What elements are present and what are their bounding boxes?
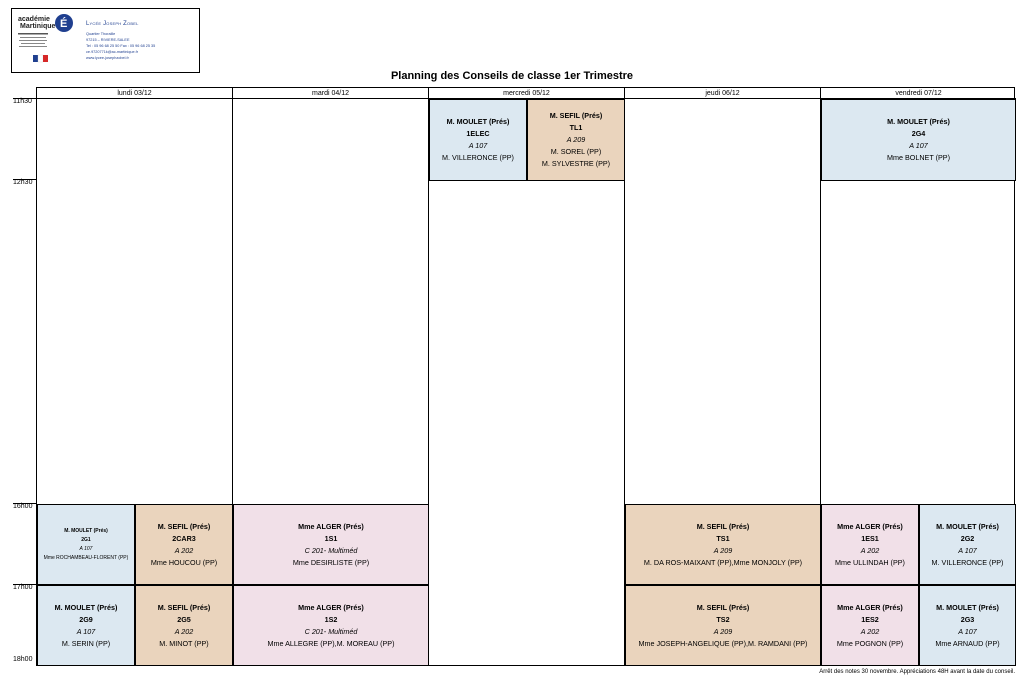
event-class: 1ES2 — [861, 614, 879, 624]
event-president: M. MOULET (Prés) — [446, 117, 510, 126]
event-pp: M. DA ROS-MAIXANT (PP),Mme MONJOLY (PP) — [643, 557, 803, 567]
event-pp: M. SOREL (PP) — [550, 147, 602, 156]
event-room: A 202 — [174, 626, 194, 636]
event-class: 2G1 — [81, 536, 91, 543]
event-pp: Mme ULLINDAH (PP) — [835, 557, 905, 567]
conseil-event[interactable] — [919, 504, 1016, 585]
time-tick — [13, 584, 36, 585]
event-president: M. SEFIL (Prés) — [696, 602, 750, 612]
conseil-event[interactable] — [625, 504, 821, 585]
event-president: M. MOULET (Prés) — [936, 602, 999, 612]
event-room: A 202 — [860, 545, 880, 555]
conseil-event[interactable] — [919, 585, 1016, 666]
event-pp: Mme ARNAUD (PP) — [935, 638, 1000, 648]
event-pp: Mme POGNON (PP) — [836, 638, 904, 648]
school-address-line: 97215 – RIVIERE-SALEE — [86, 38, 130, 42]
event-president: Mme ALGER (Prés) — [298, 602, 364, 612]
event-room: A 107 — [79, 545, 93, 552]
conseil-event[interactable] — [821, 99, 1016, 181]
conseil-event[interactable] — [625, 585, 821, 666]
event-room: A 202 — [860, 626, 880, 636]
event-president: M. MOULET (Prés) — [936, 521, 999, 531]
event-pp: Mme HOUCOU (PP) — [150, 557, 218, 567]
event-president: M. MOULET (Prés) — [54, 602, 118, 612]
event-class: 2G3 — [960, 614, 975, 624]
event-class: 2G5 — [177, 614, 191, 624]
event-class: 2G9 — [79, 614, 93, 624]
event-pp: Mme BOLNET (PP) — [887, 153, 950, 162]
time-label: 18h00 — [13, 656, 33, 663]
time-label: 16h00 — [13, 503, 33, 510]
event-president: M. SEFIL (Prés) — [157, 521, 211, 531]
page-title: Planning des Conseils de classe 1er Trimestre — [390, 70, 634, 82]
event-pp: Mme DESIRLISTE (PP) — [292, 557, 370, 567]
event-president: Mme ALGER (Prés) — [837, 602, 903, 612]
event-president: M. SEFIL (Prés) — [157, 602, 211, 612]
footnote: Arrêt des notes 30 novembre. Appréciations 48H avant la date du conseil. — [819, 669, 1015, 675]
event-pp: Mme ALLEGRE (PP),M. MOREAU (PP) — [267, 638, 395, 648]
event-pp: M. MINOT (PP) — [159, 638, 209, 648]
conseil-event[interactable] — [527, 99, 625, 181]
school-address-line: Quartier Thoraille — [86, 32, 116, 36]
event-room: A 107 — [958, 545, 977, 555]
day-header-monday: lundi 03/12 — [37, 88, 233, 99]
event-room: A 209 — [713, 545, 733, 555]
svg-text:Martinique: Martinique — [20, 23, 56, 30]
time-label: 12h30 — [13, 179, 33, 186]
event-class: TL1 — [569, 123, 583, 132]
school-name: Lycée Joseph Zobel — [86, 21, 139, 27]
conseil-event[interactable] — [821, 504, 919, 585]
day-header-wednesday: mercredi 05/12 — [429, 88, 625, 99]
event-room: A 107 — [468, 141, 488, 150]
school-header-card — [11, 8, 200, 73]
conseil-event[interactable] — [429, 99, 527, 181]
event-president: M. SEFIL (Prés) — [549, 111, 603, 120]
event-room: C 201- Multiméd — [304, 545, 358, 555]
school-email-line: ce.9720771k@ac-martinique.fr — [86, 50, 138, 54]
event-room: A 202 — [174, 545, 194, 555]
conseil-event[interactable] — [233, 585, 429, 666]
event-class: 1S2 — [324, 614, 338, 624]
event-class: TS2 — [716, 614, 730, 624]
event-president: Mme ALGER (Prés) — [837, 521, 903, 531]
svg-text:É: É — [60, 18, 68, 30]
event-president: M. MOULET (Prés) — [887, 117, 950, 126]
event-class: TS1 — [716, 533, 730, 543]
conseil-event[interactable] — [135, 504, 233, 585]
day-header-friday: vendredi 07/12 — [821, 88, 1016, 99]
event-room: A 209 — [713, 626, 733, 636]
event-room: A 107 — [76, 626, 96, 636]
event-class: 1ES1 — [861, 533, 879, 543]
day-header-thursday: jeudi 06/12 — [625, 88, 821, 99]
event-pp: M. SERIN (PP) — [61, 638, 111, 648]
conseil-event[interactable] — [37, 504, 135, 585]
time-label: 17h00 — [13, 584, 33, 591]
school-phone-line: Tel : 05 96 68 25 50 Fax : 05 96 68 25 35 — [86, 44, 156, 48]
day-header-tuesday: mardi 04/12 — [233, 88, 429, 99]
event-class: 2CAR3 — [172, 533, 196, 543]
planning-grid — [36, 87, 1015, 666]
event-president: Mme ALGER (Prés) — [298, 521, 364, 531]
svg-text:académie: académie — [18, 16, 50, 23]
event-room: C 201- Multiméd — [304, 626, 358, 636]
event-room: A 209 — [566, 135, 586, 144]
time-label: 11h30 — [13, 98, 32, 105]
conseil-event[interactable] — [135, 585, 233, 666]
event-class: 1ELEC — [466, 129, 490, 138]
event-president: M. SEFIL (Prés) — [696, 521, 750, 531]
event-pp: M. VILLERONCE (PP) — [931, 557, 1004, 567]
day-column-wednesday — [429, 99, 625, 666]
event-class: 2G2 — [960, 533, 975, 543]
conseil-event[interactable] — [821, 585, 919, 666]
conseil-event[interactable] — [37, 585, 135, 666]
event-class: 1S1 — [324, 533, 338, 543]
event-pp: M. SYLVESTRE (PP) — [541, 159, 611, 168]
event-pp: Mme JOSEPH-ANGELIQUE (PP),M. RAMDANI (PP) — [638, 638, 808, 648]
event-president: M. MOULET (Prés) — [64, 527, 108, 534]
school-website-line: www.lycee-josephzobel.fr — [86, 56, 129, 60]
time-tick — [13, 179, 36, 180]
conseil-event[interactable] — [233, 504, 429, 585]
event-pp: Mme ROCHAMBEAU-FLORENT (PP) — [43, 554, 129, 561]
event-room: A 107 — [958, 626, 977, 636]
academie-martinique-logo — [16, 12, 78, 68]
event-pp: M. VILLERONCE (PP) — [442, 153, 514, 162]
time-tick — [13, 503, 36, 504]
event-class: 2G4 — [911, 129, 926, 138]
event-room: A 107 — [909, 141, 928, 150]
time-tick — [13, 98, 36, 99]
